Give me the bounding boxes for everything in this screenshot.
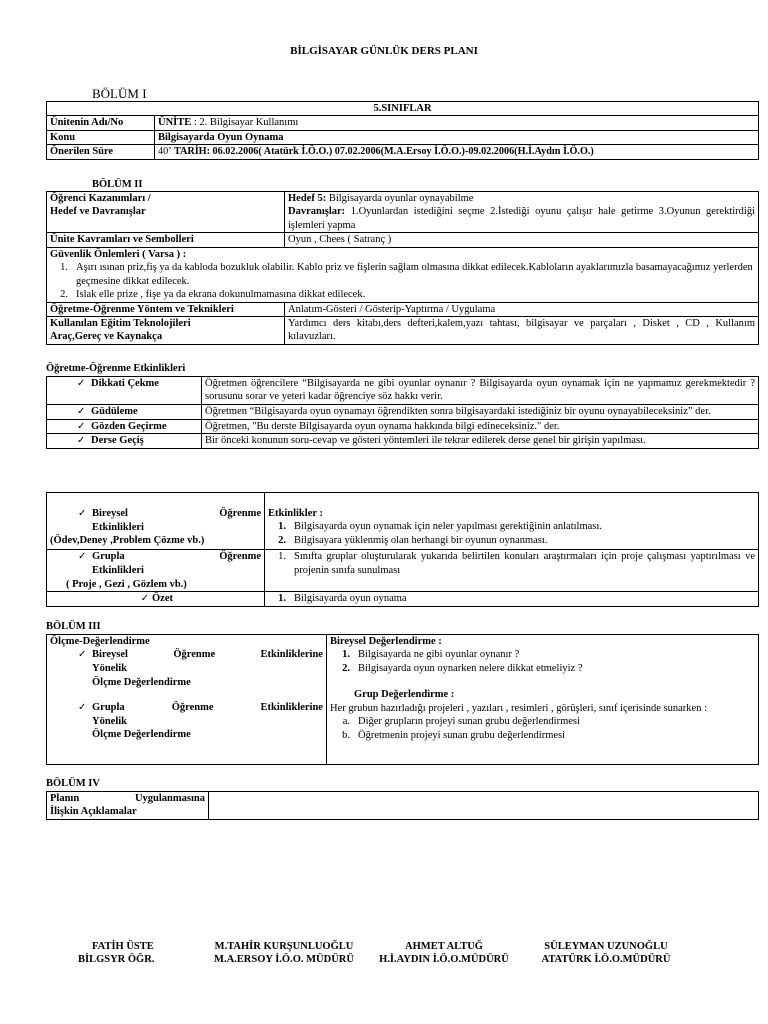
kavram-label: Ünite Kavramları ve Sembolleri xyxy=(47,233,285,247)
checkmark-icon xyxy=(77,406,91,417)
checkmark-icon xyxy=(78,702,92,713)
sure-label: Önerilen Süre xyxy=(47,145,155,159)
gozden-text: Öğretmen, "Bu derste Bilgisayarda oyun oynama hakkında bilgi edineceksiniz." der. xyxy=(202,419,759,434)
olcme-cell: Ölçme-Değerlendirme ✓ Bireysel Öğrenme Etkinliklerine Yönelik Ölçme Değerlendirme ✓ Grupla Öğrenme Etkinliklerine Yönelik Ölçme Değerlendirme xyxy=(47,635,327,765)
bolum4-heading: BÖLÜM IV xyxy=(46,778,100,789)
grup-item: 1. Sınıfta gruplar oluşturularak yukarıda belirtilen konuları araştırmaları için proje çalışması yaptırılması ve projenin sınıfa sunulması xyxy=(278,551,755,576)
teknoloji-label: Kullanılan Eğitim Teknolojileri Araç,Gereç ve Kaynakça xyxy=(47,316,285,344)
grup-items xyxy=(265,550,759,592)
signature-ustte: FATİH ÜSTE BİLGSYR ÖĞR. xyxy=(78,941,155,966)
yontem-value: Anlatım-Gösteri / Gösterip-Yaptırma / Uygulama xyxy=(285,302,759,316)
bolum4-table xyxy=(46,791,759,820)
kavram-value: Oyun , Chees ( Satranç ) xyxy=(285,233,759,247)
kazanim-label: Öğrenci Kazanımları / Hedef ve Davranışlar xyxy=(47,192,285,233)
derse-gecis-label: ✓ Derse Geçiş xyxy=(47,434,202,449)
derse-gecis-text: Bir önceki konunun soru-cevap ve gösteri yöntemleri ile tekrar edilerek derse genel bir girişin yapılması. xyxy=(202,434,759,449)
document-title: BİLGİSAYAR GÜNLÜK DERS PLANI xyxy=(290,45,478,57)
hedef-cell: Hedef 5: Bilgisayarda oyunlar oynayabilme Davranışlar: 1.Oyunlardan istediğini seçme 2.İstediği oyunu çalışır hale getirme 3.Oyunun gerektirdiği işlemleri yapma xyxy=(285,192,759,233)
konu-value: Bilgisayarda Oyun Oynama xyxy=(155,130,759,144)
unite-label: Ünitenin Adı/No xyxy=(47,116,155,130)
grup-label: ✓ Grupla Öğrenme Etkinlikleri ( Proje , Gezi , Gözlem vb.) xyxy=(47,550,265,592)
ozet-item: 1. Bilgisayarda oyun oynama xyxy=(278,592,407,604)
bireysel-items: Etkinlikler : 1. Bilgisayarda oyun oynamak için neler yapılması gerektiğinin anlatılması. 2. Bilgisayara yüklenmiş olan herhangi bir oyunun oynanması. xyxy=(265,493,759,550)
checkmark-icon xyxy=(78,508,92,519)
ogrenme-etkinlikleri-table xyxy=(46,492,759,607)
bireysel-deg-item: 1. Bilgisayarda ne gibi oyunlar oynanır ? xyxy=(342,649,520,661)
bolum2-heading: BÖLÜM II xyxy=(92,179,143,190)
ozet-label: ✓ Özet xyxy=(47,591,265,606)
checkmark-icon xyxy=(77,378,91,389)
dikkat-label: ✓ Dikkati Çekme xyxy=(47,377,202,405)
bolum1-heading: BÖLÜM I xyxy=(92,86,147,101)
checkmark-icon xyxy=(138,593,152,604)
gudüleme-text: Öğretmen “Bilgisayarda oyun oynamayı öğrendikten sonra bilgisayardaki istediğiniz bir oyunu oynayabileceksiniz” der. xyxy=(202,404,759,419)
checkmark-icon xyxy=(78,551,92,562)
bireysel-label: ✓ Bireysel Öğrenme Etkinlikleri (Ödev,Deney ,Problem Çözme vb.) xyxy=(47,493,265,550)
konu-label: Konu xyxy=(47,130,155,144)
ozet-items xyxy=(265,591,759,606)
checkmark-icon xyxy=(77,435,91,446)
gudüleme-label: ✓ Güdüleme xyxy=(47,404,202,419)
bolum3-table xyxy=(46,634,759,765)
guvenlik-item: 1. Aşırı ısınan priz,fiş ya da kabloda bozukluk olabilir. Kablo priz ve fişlerin sağlam olmasına dikkat edilecek.Kabloların ayaklarımızla basamayacağımız yerlerden geçmesine dikkat edilecek. xyxy=(60,262,753,287)
bireysel-item: 1. Bilgisayarda oyun oynamak için neler yapılması gerektiğinin anlatılması. xyxy=(278,521,602,533)
guvenlik-cell: Güvenlik Önlemleri ( Varsa ) : 1. Aşırı ısınan priz,fiş ya da kabloda bozukluk olabilir. Kablo priz ve fişlerin sağlam olmasına dikkat edilecek.Kabloların ayaklarımızla basamayacağımız yerlerden geçmesine dikkat edilecek. 2. Islak elle prize , fişe ya da ekrana dokunulmamasına dikkat edilecek. xyxy=(47,247,759,302)
bolum3-heading: BÖLÜM III xyxy=(46,621,101,632)
bireysel-deg-item: 2. Bilgisayarda oyun oynarken nelere dikkat etmeliyiz ? xyxy=(342,662,583,674)
checkmark-icon xyxy=(77,421,91,432)
signature-altug: AHMET ALTUĞ H.İ.AYDIN İ.Ö.O.MÜDÜRÜ xyxy=(379,941,509,966)
yontem-label: Öğretme-Öğrenme Yöntem ve Teknikleri xyxy=(47,302,285,316)
plan-aciklama-label: Planın Uygulanmasına İlişkin Açıklamalar xyxy=(47,792,209,820)
gozden-label: ✓ Gözden Geçirme xyxy=(47,419,202,434)
plan-aciklama-value xyxy=(209,792,759,820)
dikkat-text: Öğretmen öğrencilere “Bilgisayarda ne gibi oyunlar oynanır ? Bilgisayarda oyun oynamak için ne yapmamız gerekmektedir ? sorusunu sorar ve yeteri kadar öğrenciye söz hakkı verir. xyxy=(202,377,759,405)
signature-kursunluoglu: M.TAHİR KURŞUNLUOĞLU M.A.ERSOY İ.Ö.O. MÜDÜRÜ xyxy=(214,941,354,966)
grup-deg-item: b. Öğretmenin projeyi sunan grubu değerlendirmesi xyxy=(342,729,566,741)
teknoloji-value: Yardımcı ders kitabı,ders defteri,kalem,yazı tahtası, bilgisayar ve parçaları , Disket , CD , Kullanım kılavuzları. xyxy=(285,316,759,344)
degerlendirme-cell: Bireysel Değerlendirme : 1. Bilgisayarda ne gibi oyunlar oynanır ? 2. Bilgisayarda oyun oynarken nelere dikkat etmeliyiz ? Grup Değerlendirme : Her grubun hazırladığı projeleri , yazıları , resimleri , görüşleri, sınıf içerisinde sunarken : a. Diğer grupların projeyi sunan grubu değerlendirmesi b. Öğretmenin projeyi sunan grubu değerlendirmesi xyxy=(327,635,759,765)
grup-deg-item: a. Diğer grupların projeyi sunan grubu değerlendirmesi xyxy=(342,716,580,728)
guvenlik-item: 2. Islak elle prize , fişe ya da ekrana dokunulmamasına dikkat edilecek. xyxy=(60,289,366,301)
etkinlikler-table xyxy=(46,376,759,449)
class-header: 5.SINIFLAR xyxy=(47,102,759,116)
etkinlikler-heading: Öğretme-Öğrenme Etkinlikleri xyxy=(46,363,186,374)
olcme-bireysel: ✓ Bireysel Öğrenme Etkinliklerine Yönelik Ölçme Değerlendirme xyxy=(50,648,323,689)
checkmark-icon xyxy=(78,649,92,660)
olcme-grup: ✓ Grupla Öğrenme Etkinliklerine Yönelik Ölçme Değerlendirme xyxy=(50,701,323,742)
signature-uzunoglu: SÜLEYMAN UZUNOĞLU ATATÜRK İ.Ö.O.MÜDÜRÜ xyxy=(541,941,671,966)
unite-value: ÜNİTE : 2. Bilgisayar Kullanımı xyxy=(155,116,759,130)
bolum2-table xyxy=(46,191,759,345)
sure-value: 40’ TARİH: 06.02.2006( Atatürk İ.Ö.O.) 07.02.2006(M.A.Ersoy İ.Ö.O.)-09.02.2006(H.İ.Aydın İ.Ö.O.) xyxy=(155,145,759,159)
bolum1-table xyxy=(46,101,759,160)
bireysel-item: 2. Bilgisayara yüklenmiş olan herhangi bir oyunun oynanması. xyxy=(278,534,548,546)
